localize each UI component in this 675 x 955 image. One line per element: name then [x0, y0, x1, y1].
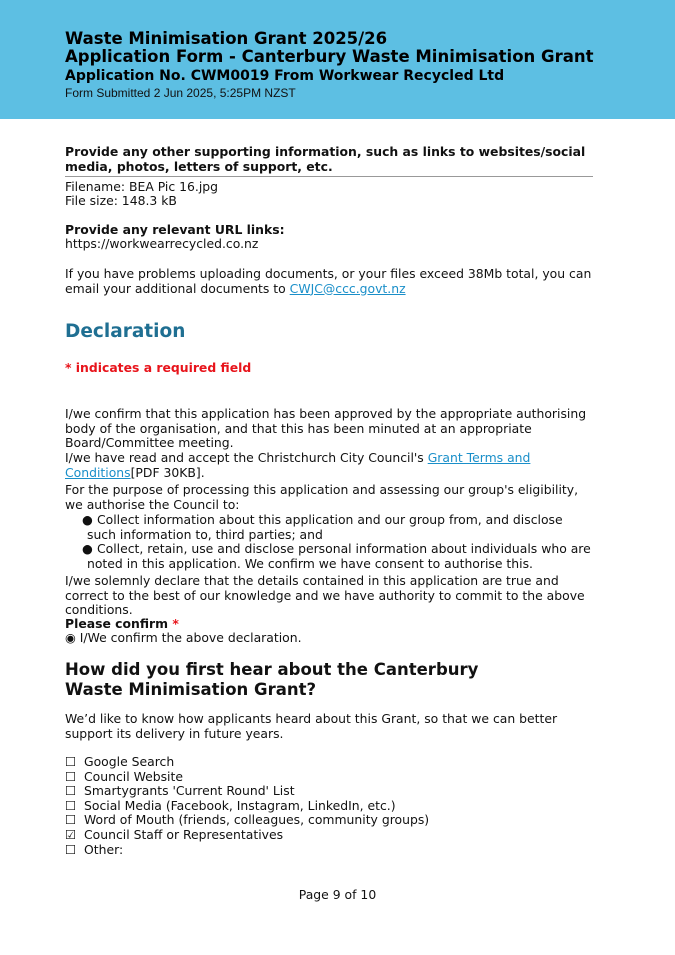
- declaration-p2: [65, 451, 595, 480]
- hear-heading: How did you first hear about the Canterbury Waste Minimisation Grant?: [65, 660, 479, 699]
- url-question: Provide any relevant URL links:: [65, 222, 285, 237]
- checkbox-icon: ☐: [65, 754, 77, 769]
- checkbox-icon: ☐: [65, 841, 77, 857]
- hear-options: [65, 755, 595, 857]
- checkbox-icon: ☐: [65, 768, 77, 784]
- grant-title: Waste Minimisation Grant 2025/26: [65, 29, 388, 48]
- submitted-date: Form Submitted 2 Jun 2025, 5:25PM NZST: [65, 86, 296, 100]
- confirm-radio[interactable]: ◉ I/We confirm the above declaration.: [65, 630, 302, 645]
- p2-suffix: [PDF 30KB].: [130, 464, 205, 480]
- checkbox-icon: ☐: [65, 783, 77, 799]
- application-number: Application No. CWM0019 From Workwear Recycled Ltd: [65, 68, 505, 84]
- option-word-of-mouth[interactable]: ☐ Word of Mouth (friends, colleagues, community groups): [65, 812, 430, 828]
- declaration-p3: For the purpose of processing this application and assessing our group's eligibility, we authorise the Council to:: [65, 482, 579, 512]
- supporting-question: Provide any other supporting information, such as links to websites/social media, photos, letters of support, etc.: [65, 145, 593, 177]
- list-item: ● Collect, retain, use and disclose personal information about individuals who are noted in this application. We confirm we have consent to authorise this.: [82, 541, 591, 571]
- url-value: https://workwearrecycled.co.nz: [65, 236, 259, 251]
- checkbox-checked-icon: ☑: [65, 826, 77, 842]
- email-link[interactable]: CWJC@ccc.govt.nz: [289, 280, 406, 296]
- page-number: Page 9 of 10: [298, 887, 377, 902]
- upload-note: [65, 267, 595, 296]
- declaration-p4: I/we solemnly declare that the details contained in this application are true and correct to the best of our knowledge and we have authority to commit to the above conditions.: [65, 573, 585, 618]
- terms-link[interactable]: Grant Terms and Conditions: [65, 450, 531, 480]
- filename: Filename: BEA Pic 16.jpg: [65, 179, 219, 194]
- form-name: Application Form - Canterbury Waste Minimisation Grant: [65, 47, 594, 66]
- required-note: * indicates a required field: [65, 360, 252, 375]
- option-council-website[interactable]: ☐ Council Website: [65, 768, 183, 784]
- option-council-staff[interactable]: ☑ Council Staff or Representatives: [65, 826, 284, 842]
- p2-text: I/we have read and accept the Christchurch City Council's: [65, 450, 428, 465]
- hear-intro: We’d like to know how applicants heard about this Grant, so that we can better support its delivery in future years.: [65, 711, 558, 741]
- list-item: ● Collect information about this application and our group from, and disclose such information to, third parties; and: [82, 512, 563, 542]
- radio-selected-icon: ◉: [65, 630, 76, 645]
- checkbox-icon: ☐: [65, 812, 77, 828]
- authorisation-list: [65, 513, 595, 571]
- declaration-heading: Declaration: [65, 321, 186, 342]
- checkbox-icon: ☐: [65, 797, 77, 813]
- confirm-label: Please confirm *: [65, 616, 179, 631]
- declaration-p1: I/we confirm that this application has been approved by the appropriate authorising body of the organisation, and that this has been minuted at an appropriate Board/Committee meeting.: [65, 406, 587, 451]
- option-social-media[interactable]: ☐ Social Media (Facebook, Instagram, LinkedIn, etc.): [65, 797, 396, 813]
- form-header: [0, 0, 675, 119]
- option-smartygrants[interactable]: ☐ Smartygrants 'Current Round' List: [65, 783, 295, 799]
- upload-note-text: If you have problems uploading documents, or your files exceed 38Mb total, you can email your additional documents to: [65, 266, 592, 296]
- option-google-search[interactable]: ☐ Google Search: [65, 754, 175, 769]
- filesize: File size: 148.3 kB: [65, 193, 177, 208]
- option-other[interactable]: ☐ Other:: [65, 841, 124, 857]
